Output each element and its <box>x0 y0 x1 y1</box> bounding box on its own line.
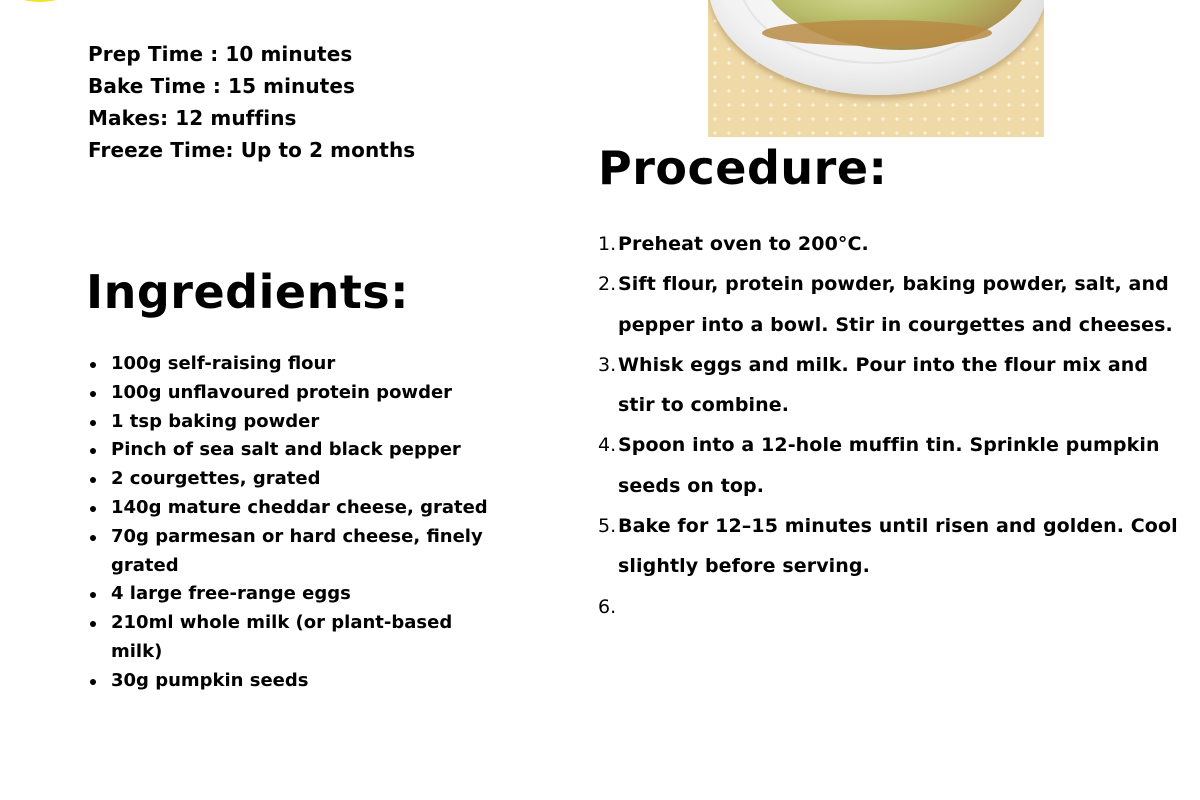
procedure-step <box>598 425 1178 506</box>
step-number: 6. <box>598 595 617 618</box>
step-text: Whisk eggs and milk. Pour into the flour mix and stir to combine. <box>618 353 1149 417</box>
prep-time: Prep Time : 10 minutes <box>88 42 353 66</box>
muffin-crust-shape <box>762 20 992 46</box>
yellow-decoration <box>8 0 72 2</box>
ingredient-item: 210ml whole milk (or plant-based milk) <box>88 609 488 667</box>
procedure-list <box>598 224 1178 627</box>
freeze-time: Freeze Time: Up to 2 months <box>88 138 416 162</box>
ingredient-item: 140g mature cheddar cheese, grated <box>88 494 488 523</box>
step-text: Sift flour, protein powder, baking powder, salt, and pepper into a bowl. Stir in courgettes and cheeses. <box>618 273 1173 336</box>
step-number: 2. <box>598 273 617 296</box>
ingredient-item: 1 tsp baking powder <box>88 408 488 437</box>
ingredient-item: 100g unflavoured protein powder <box>88 379 488 408</box>
ingredients-list <box>88 350 488 696</box>
ingredient-item: 2 courgettes, grated <box>88 465 488 494</box>
recipe-meta <box>88 38 415 166</box>
step-number: 4. <box>598 434 617 457</box>
procedure-step <box>598 345 1178 426</box>
ingredient-item: 100g self-raising flour <box>88 350 488 379</box>
ingredient-item: Pinch of sea salt and black pepper <box>88 436 488 465</box>
procedure-step <box>598 224 1178 264</box>
makes: Makes: 12 muffins <box>88 106 297 130</box>
ingredient-item: 70g parmesan or hard cheese, finely grated <box>88 523 488 581</box>
procedure-heading: Procedure: <box>598 141 888 195</box>
ingredient-item: 4 large free-range eggs <box>88 580 488 609</box>
procedure-step <box>598 587 1178 627</box>
muffin-photo <box>708 0 1044 137</box>
step-text <box>618 587 1178 627</box>
step-text: Spoon into a 12-hole muffin tin. Sprinkle pumpkin seeds on top. <box>618 434 1160 497</box>
step-number: 1. <box>598 233 617 255</box>
procedure-step <box>598 264 1178 345</box>
step-number: 5. <box>598 515 617 538</box>
ingredients-heading: Ingredients: <box>86 265 410 319</box>
procedure-step <box>598 506 1178 587</box>
ingredient-item: 30g pumpkin seeds <box>88 667 488 696</box>
step-text: Preheat oven to 200°C. <box>618 233 869 255</box>
bake-time: Bake Time : 15 minutes <box>88 74 356 98</box>
step-number: 3. <box>598 353 617 376</box>
step-text: Bake for 12–15 minutes until risen and golden. Cool slightly before serving. <box>618 515 1178 578</box>
